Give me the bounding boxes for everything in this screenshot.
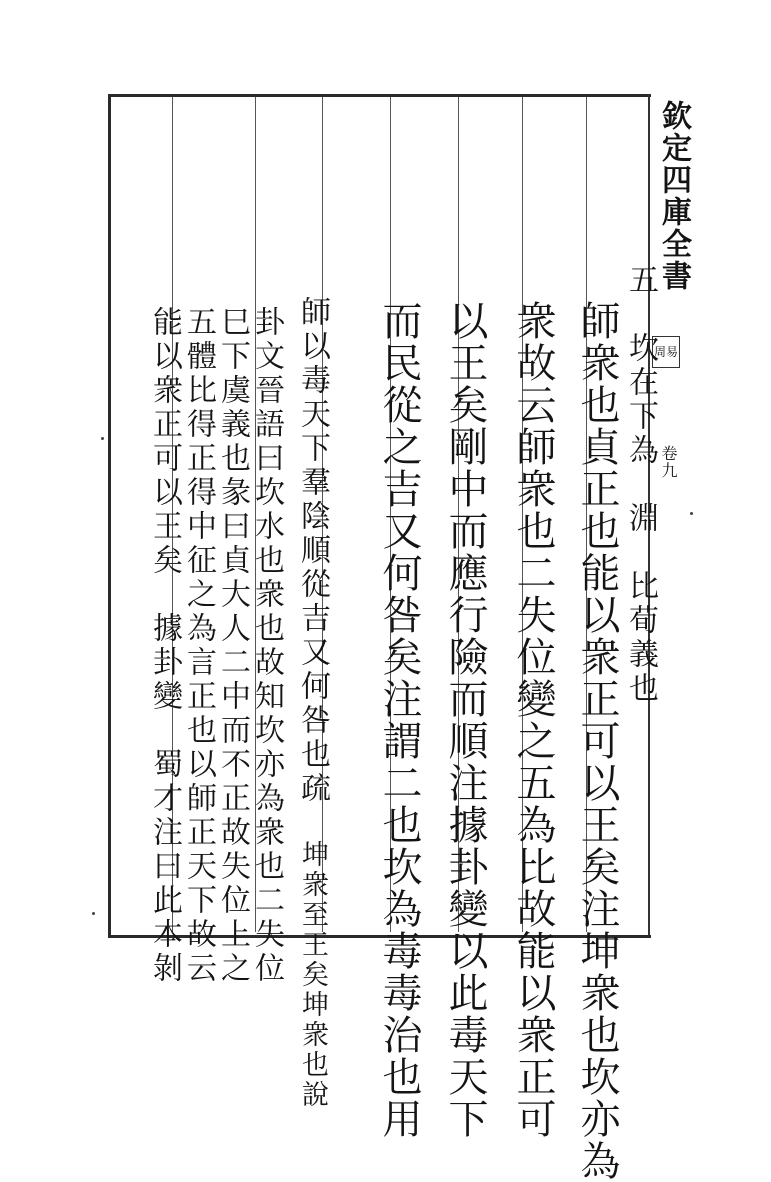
- column-text: 而民從之吉又何咎矣注謂二也坎為毒毒治也用: [376, 300, 422, 1140]
- column-text: 師衆也貞正也能以衆正可以王矣注坤衆也坎亦為: [574, 300, 620, 1182]
- commentary-note: 坤衆至王矣: [297, 840, 328, 990]
- book-title: 欽定四庫全書: [656, 100, 691, 292]
- scan-speck: [101, 437, 104, 440]
- commentary-note: 坤衆也說: [297, 990, 328, 1110]
- section-label: 周易: [652, 336, 680, 368]
- column-text: 卦文晉語曰坎水也衆也故知坎亦為衆也二失位: [249, 306, 284, 986]
- volume-label: 卷九: [659, 445, 678, 479]
- column-text: 巳下虞義也彖曰貞大人二中而不正故失位上之: [215, 306, 250, 986]
- column-text: 五體比得正得中征之為言正也以師正天下故云: [181, 306, 216, 986]
- text-column-10: [116, 150, 212, 986]
- column-text: 衆故云師衆也二失位變之五為比故能以衆正可: [510, 300, 556, 1140]
- column-text: 淵 比荀義也: [623, 502, 658, 706]
- column-text: 師以毒天下羣陰順從吉又何咎也疏: [295, 296, 330, 806]
- column-text: 蜀才注曰此本剝: [147, 748, 182, 986]
- scan-speck: [92, 912, 95, 915]
- column-text: 能以衆正可以王矣: [147, 306, 182, 578]
- scan-speck: [690, 512, 693, 515]
- column-text: 五 坎在下為: [623, 264, 658, 468]
- column-text: 據卦變: [147, 612, 182, 714]
- column-text: 以王矣剛中而應行險而順注據卦變以此毒天下: [442, 300, 488, 1140]
